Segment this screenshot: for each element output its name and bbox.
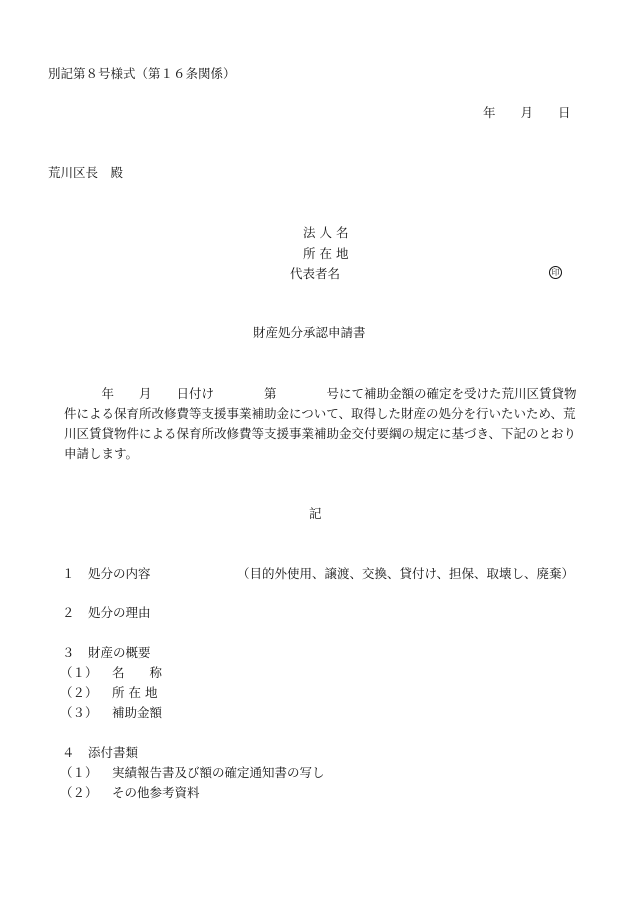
body-paragraph xyxy=(64,384,578,464)
address-label: 所 在 地 xyxy=(303,246,349,261)
section-4-item-1-label: 実績報告書及び額の確定通知書の写し xyxy=(112,765,325,780)
representative-label: 代表者名 xyxy=(290,266,341,281)
section-3-label: 財産の概要 xyxy=(88,645,151,660)
section-4-label: 添付書類 xyxy=(88,745,139,760)
form-label: 別記第８号様式（第１６条関係） xyxy=(48,66,236,81)
section-2-label: 処分の理由 xyxy=(88,605,151,620)
ki-heading: 記 xyxy=(309,506,322,521)
section-3-item-3-label: 補助金額 xyxy=(112,705,163,720)
section-1-label: 処分の内容 xyxy=(88,566,151,581)
body-line-4: 申請します。 xyxy=(64,446,139,461)
corp-name-label: 法 人 名 xyxy=(303,225,349,240)
addressee: 荒川区長 殿 xyxy=(48,165,124,180)
document-title: 財産処分承認申請書 xyxy=(253,325,366,340)
section-3-item-2-label: 所 在 地 xyxy=(112,685,158,700)
section-4-item-2-number: （２） xyxy=(60,785,98,800)
section-4-number: ４ xyxy=(62,745,75,760)
section-1-note: （目的外使用、譲渡、交換、貸付け、担保、取壊し、廃棄） xyxy=(237,566,575,581)
section-3-item-2-number: （２） xyxy=(60,685,98,700)
seal-icon: 印 xyxy=(549,266,562,279)
body-line-3: 川区賃貸物件による保育所改修費等支援事業補助金交付要綱の規定に基づき、下記のとおり xyxy=(64,426,577,441)
section-3-item-3-number: （３） xyxy=(60,705,98,720)
body-line-2: 件による保育所改修費等支援事業補助金について、取得した財産の処分を行いたいため、荒 xyxy=(64,406,576,421)
date-line: 年 月 日 xyxy=(483,105,571,120)
body-line-1: 年 月 日付け 第 号にて補助金額の確定を受けた荒川区賃貸物 xyxy=(64,386,577,401)
section-4-item-2-label: その他参考資料 xyxy=(112,785,200,800)
section-3-item-1-number: （１） xyxy=(60,665,98,680)
section-3-item-1-label: 名 称 xyxy=(112,665,163,680)
section-2-number: ２ xyxy=(62,605,75,620)
section-3-number: ３ xyxy=(62,645,75,660)
section-1-number: １ xyxy=(62,566,75,581)
section-4-item-1-number: （１） xyxy=(60,765,98,780)
